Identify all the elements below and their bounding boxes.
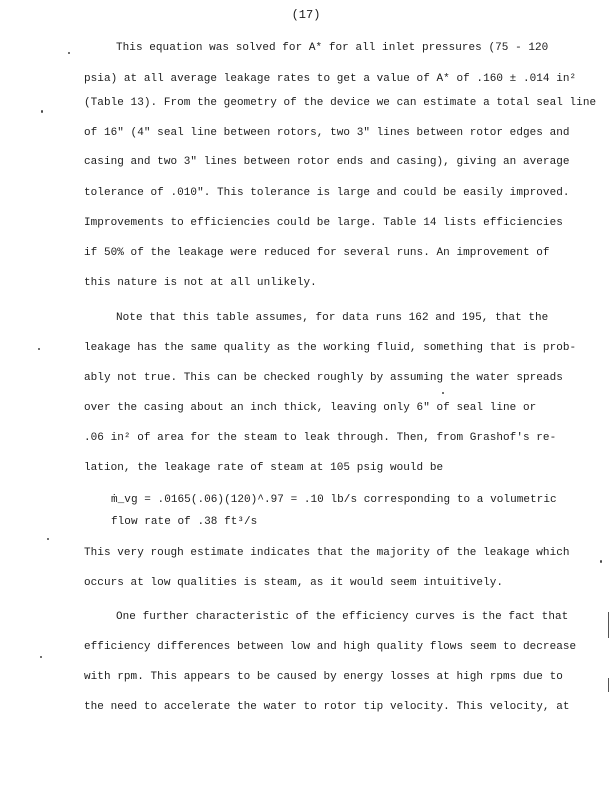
text-line: the need to accelerate the water to rotor tip velocity. This velocity, at [84,701,570,713]
text-line: occurs at low qualities is steam, as it would seem intuitively. [84,577,504,589]
text-line: with rpm. This appears to be caused by energy losses at high rpms due to [84,671,563,683]
text-line: lation, the leakage rate of steam at 105 psig would be [84,462,444,474]
text-line: ably not true. This can be checked roughly by assuming the water spreads [84,372,563,384]
text-line: tolerance of .010". This tolerance is large and could be easily improved. [84,187,570,199]
text-line: This equation was solved for A* for all inlet pressures (75 - 120 [116,42,549,54]
text-line: of 16" (4" seal line between rotors, two 3" lines between rotor edges and [84,127,570,139]
scan-speck [40,656,42,658]
text-line: psia) at all average leakage rates to get a value of A* of .160 ± .014 in² [84,73,577,85]
text-line: leakage has the same quality as the working fluid, something that is prob- [84,342,577,354]
scan-speck [68,52,70,54]
text-line: Improvements to efficiencies could be large. Table 14 lists efficiencies [84,217,563,229]
page-number: (17) [291,8,321,22]
scan-speck [41,110,43,113]
scan-speck [38,348,40,350]
margin-mark [608,612,609,638]
margin-mark [608,678,609,692]
text-line: .06 in² of area for the steam to leak through. Then, from Grashof's re- [84,432,557,444]
text-line: this nature is not at all unlikely. [84,277,317,289]
text-line: efficiency differences between low and high quality flows seem to decrease [84,641,577,653]
text-line: One further characteristic of the efficiency curves is the fact that [116,611,569,623]
text-line: Note that this table assumes, for data runs 162 and 195, that the [116,312,549,324]
scan-speck [600,560,602,563]
text-line: if 50% of the leakage were reduced for several runs. An improvement of [84,247,550,259]
scan-speck [47,538,49,540]
text-line: This very rough estimate indicates that the majority of the leakage which [84,547,570,559]
scan-speck [442,392,444,394]
text-line: flow rate of .38 ft³/s [111,516,258,528]
text-line: casing and two 3" lines between rotor ends and casing), giving an average [84,156,570,168]
text-line: over the casing about an inch thick, leaving only 6" of seal line or [84,402,537,414]
text-line: (Table 13). From the geometry of the device we can estimate a total seal line [84,97,597,109]
equation-line: ṁ_vg = .0165(.06)(120)^.97 = .10 lb/s corresponding to a volumetric [111,494,557,506]
